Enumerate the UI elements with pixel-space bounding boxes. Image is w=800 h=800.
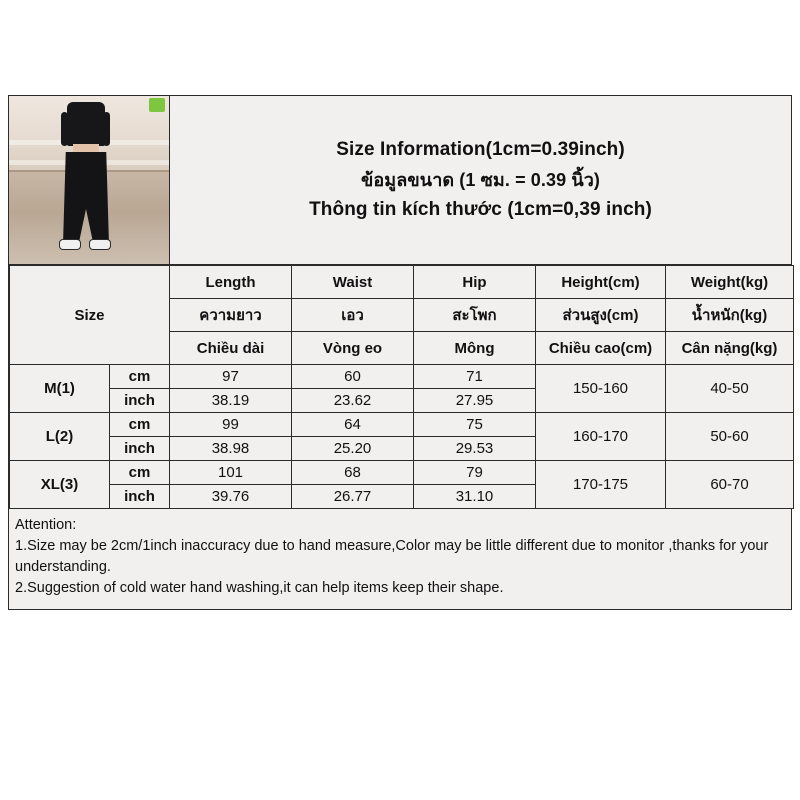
row-size-name-l: L(2): [10, 413, 110, 461]
photo-model: [55, 102, 117, 254]
attention-line-1: 1.Size may be 2cm/1inch inaccuracy due to hand measure,Color may be little different due to monitor ,thanks for your understanding.: [15, 538, 773, 575]
cell-l-hip-cm: 75: [414, 413, 536, 437]
cell-l-length-inch: 38.98: [170, 437, 292, 461]
cell-m-waist-cm: 60: [292, 365, 414, 389]
cell-m-hip-cm: 71: [414, 365, 536, 389]
attention-heading: Attention:: [15, 517, 77, 533]
cell-m-length-inch: 38.19: [170, 389, 292, 413]
column-header-height-th: ส่วนสูง(cm): [536, 299, 666, 332]
column-header-waist-en: Waist: [292, 266, 414, 299]
product-photo: [9, 96, 170, 264]
unit-cm: cm: [110, 461, 170, 485]
cell-m-hip-inch: 27.95: [414, 389, 536, 413]
unit-cm: cm: [110, 413, 170, 437]
header-band: [9, 96, 791, 265]
cell-m-waist-inch: 23.62: [292, 389, 414, 413]
table-row: [10, 461, 794, 485]
column-header-hip-th: สะโพก: [414, 299, 536, 332]
unit-inch: inch: [110, 485, 170, 509]
size-chart-sheet: [8, 95, 792, 610]
attention-line-2: 2.Suggestion of cold water hand washing,it can help items keep their shape.: [15, 580, 504, 596]
model-top: [67, 102, 105, 146]
attention-block: [9, 509, 791, 609]
column-header-waist-vi: Vòng eo: [292, 332, 414, 365]
size-label-cell: Size: [10, 266, 170, 365]
cell-xl-waist-cm: 68: [292, 461, 414, 485]
title-english: Size Information(1cm=0.39inch): [336, 139, 625, 160]
cell-xl-hip-cm: 79: [414, 461, 536, 485]
photo-green-tag: [149, 98, 165, 112]
cell-l-hip-inch: 29.53: [414, 437, 536, 461]
cell-m-length-cm: 97: [170, 365, 292, 389]
column-header-weight-en: Weight(kg): [666, 266, 794, 299]
table-header-row-en: [10, 266, 794, 299]
cell-m-weight: 40-50: [666, 365, 794, 413]
row-size-name-xl: XL(3): [10, 461, 110, 509]
cell-l-length-cm: 99: [170, 413, 292, 437]
unit-cm: cm: [110, 365, 170, 389]
cell-xl-length-cm: 101: [170, 461, 292, 485]
column-header-length-en: Length: [170, 266, 292, 299]
column-header-length-vi: Chiều dài: [170, 332, 292, 365]
model-pants: [63, 152, 109, 244]
column-header-weight-th: น้ำหนัก(kg): [666, 299, 794, 332]
column-header-weight-vi: Cân nặng(kg): [666, 332, 794, 365]
cell-xl-hip-inch: 31.10: [414, 485, 536, 509]
title-vietnamese: Thông tin kích thước (1cm=0,39 inch): [309, 199, 652, 220]
table-row: [10, 365, 794, 389]
table-row: [10, 413, 794, 437]
cell-m-height: 150-160: [536, 365, 666, 413]
cell-l-weight: 50-60: [666, 413, 794, 461]
column-header-hip-vi: Mông: [414, 332, 536, 365]
column-header-length-th: ความยาว: [170, 299, 292, 332]
cell-l-waist-inch: 25.20: [292, 437, 414, 461]
unit-inch: inch: [110, 389, 170, 413]
row-size-name-m: M(1): [10, 365, 110, 413]
cell-xl-weight: 60-70: [666, 461, 794, 509]
cell-xl-length-inch: 39.76: [170, 485, 292, 509]
cell-xl-height: 170-175: [536, 461, 666, 509]
column-header-hip-en: Hip: [414, 266, 536, 299]
model-shoe-left: [59, 239, 81, 250]
cell-l-waist-cm: 64: [292, 413, 414, 437]
column-header-height-vi: Chiều cao(cm): [536, 332, 666, 365]
title-block: [170, 96, 791, 264]
size-table: [9, 265, 794, 509]
model-shoe-right: [89, 239, 111, 250]
title-thai: ข้อมูลขนาด (1 ซม. = 0.39 นิ้ว): [360, 170, 601, 190]
cell-xl-waist-inch: 26.77: [292, 485, 414, 509]
column-header-waist-th: เอว: [292, 299, 414, 332]
unit-inch: inch: [110, 437, 170, 461]
column-header-height-en: Height(cm): [536, 266, 666, 299]
cell-l-height: 160-170: [536, 413, 666, 461]
